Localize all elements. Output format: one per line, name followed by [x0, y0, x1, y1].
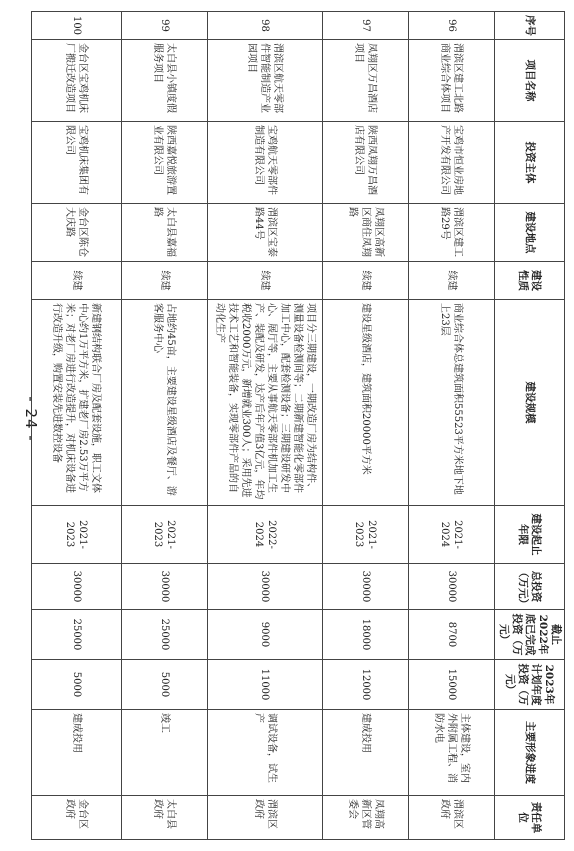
- cell-location: 金台区陈仓大庆路: [32, 204, 122, 262]
- cell-name: 金台区宝鸡机床厂搬迁改造项目: [32, 40, 122, 122]
- header-investor: 投资主体: [495, 122, 565, 204]
- cell-unit: 渭滨区政府: [409, 796, 495, 840]
- cell-plan: 15000: [409, 660, 495, 710]
- cell-unit: 太白县政府: [122, 796, 208, 840]
- cell-total: 30000: [409, 564, 495, 610]
- table-row: [32, 12, 122, 840]
- header-progress: 主要形象进度: [495, 710, 565, 796]
- cell-done: 18000: [323, 610, 409, 660]
- cell-progress: 主体建设，室内外附属工程、消防水电: [409, 710, 495, 796]
- cell-investor: 陕西凤翔万昌酒店有限公司: [323, 122, 409, 204]
- cell-name: 凤翔区万昌酒店项目: [323, 40, 409, 122]
- cell-total: 30000: [122, 564, 208, 610]
- cell-location: 太白县嘉福路: [122, 204, 208, 262]
- cell-investor: 宝鸡机床集团有限公司: [32, 122, 122, 204]
- cell-nature: 续建: [208, 262, 323, 300]
- cell-plan: 5000: [122, 660, 208, 710]
- header-row: [495, 12, 565, 840]
- cell-location: 渭滨区宝泰路44号: [208, 204, 323, 262]
- header-location: 建设地点: [495, 204, 565, 262]
- cell-scale: 项目分三期建设，一期改造厂房为结构件、测量设备检测间等；二期新建智能化零部件加工中心，配套检测设备；三期建设研发中心、展厅等，主要从事航天零部件机加工生产、装配及研发，达产后年产值3亿元，年均税收2000万元，新增就业300人；采用先进技术工艺和智能装备，实现零部件产品的自动化生产: [208, 300, 323, 506]
- cell-done: 9000: [208, 610, 323, 660]
- cell-plan: 11000: [208, 660, 323, 710]
- cell-period: 2021-2024: [409, 506, 495, 564]
- cell-period: 2021-2023: [32, 506, 122, 564]
- cell-unit: 凤翔高新区管委会: [323, 796, 409, 840]
- cell-scale: 占地约45亩，主要建设星级酒店及餐厅、游客服务中心: [122, 300, 208, 506]
- cell-period: 2021-2023: [122, 506, 208, 564]
- cell-scale: 商业综合体总建筑面积55523平方米地下地上23层: [409, 300, 495, 506]
- cell-location: 渭滨区建工路29号: [409, 204, 495, 262]
- page-number: - 24 -: [22, 396, 40, 442]
- cell-name: 太白县小镇度假服务项目: [122, 40, 208, 122]
- cell-nature: 续建: [122, 262, 208, 300]
- table-row: [323, 12, 409, 840]
- rotated-table: [50, 11, 565, 839]
- header-unit: 责任单位: [495, 796, 565, 840]
- cell-no: 98: [208, 12, 323, 40]
- cell-progress: 建成投用: [32, 710, 122, 796]
- cell-progress: 竣工: [122, 710, 208, 796]
- cell-unit: 渭滨区政府: [208, 796, 323, 840]
- cell-investor: 宝鸡市恒业房地产开发有限公司: [409, 122, 495, 204]
- cell-progress: 建成投用: [323, 710, 409, 796]
- cell-no: 97: [323, 12, 409, 40]
- table-row: [409, 12, 495, 840]
- cell-unit: 金台区政府: [32, 796, 122, 840]
- cell-done: 25000: [122, 610, 208, 660]
- cell-progress: 调试设备，试生产: [208, 710, 323, 796]
- cell-period: 2022-2024: [208, 506, 323, 564]
- cell-name: 渭滨区建工北路商业综合体项目: [409, 40, 495, 122]
- header-period: 建设起止年限: [495, 506, 565, 564]
- cell-investor: 陕西嘉悦旅游置业有限公司: [122, 122, 208, 204]
- cell-no: 99: [122, 12, 208, 40]
- cell-total: 30000: [32, 564, 122, 610]
- header-done: 截止2022年底已完成投资（万元）: [495, 610, 565, 660]
- table-row: [208, 12, 323, 840]
- cell-done: 8700: [409, 610, 495, 660]
- cell-no: 96: [409, 12, 495, 40]
- cell-scale: 新建钢结构联合厂房及配套设施，职工文体中心约1万平方米，扩建老厂房2.53万平方米；对老厂房进行改造提升，对机床设备进行改造升级，购置安装先进数控设备: [32, 300, 122, 506]
- cell-done: 25000: [32, 610, 122, 660]
- table-row: [122, 12, 208, 840]
- header-name: 项目名称: [495, 40, 565, 122]
- cell-total: 30000: [323, 564, 409, 610]
- project-table: [31, 11, 565, 840]
- cell-nature: 续建: [323, 262, 409, 300]
- cell-name: 渭滨区航天零部件智能制造产业园项目: [208, 40, 323, 122]
- header-scale: 建设规模: [495, 300, 565, 506]
- cell-nature: 续建: [32, 262, 122, 300]
- cell-location: 凤翔区高新区商住凤翔路: [323, 204, 409, 262]
- cell-plan: 12000: [323, 660, 409, 710]
- cell-no: 100: [32, 12, 122, 40]
- header-plan: 2023年计划年度投资（万元）: [495, 660, 565, 710]
- header-total: 总投资（万元）: [495, 564, 565, 610]
- table-frame: [50, 11, 565, 839]
- cell-period: 2021-2023: [323, 506, 409, 564]
- header-nature: 建设性质: [495, 262, 565, 300]
- cell-investor: 宝鸡航天零部件制造有限公司: [208, 122, 323, 204]
- header-no: 序号: [495, 12, 565, 40]
- cell-nature: 续建: [409, 262, 495, 300]
- cell-plan: 5000: [32, 660, 122, 710]
- cell-scale: 建设星级酒店，建筑面积20000平方米: [323, 300, 409, 506]
- cell-total: 30000: [208, 564, 323, 610]
